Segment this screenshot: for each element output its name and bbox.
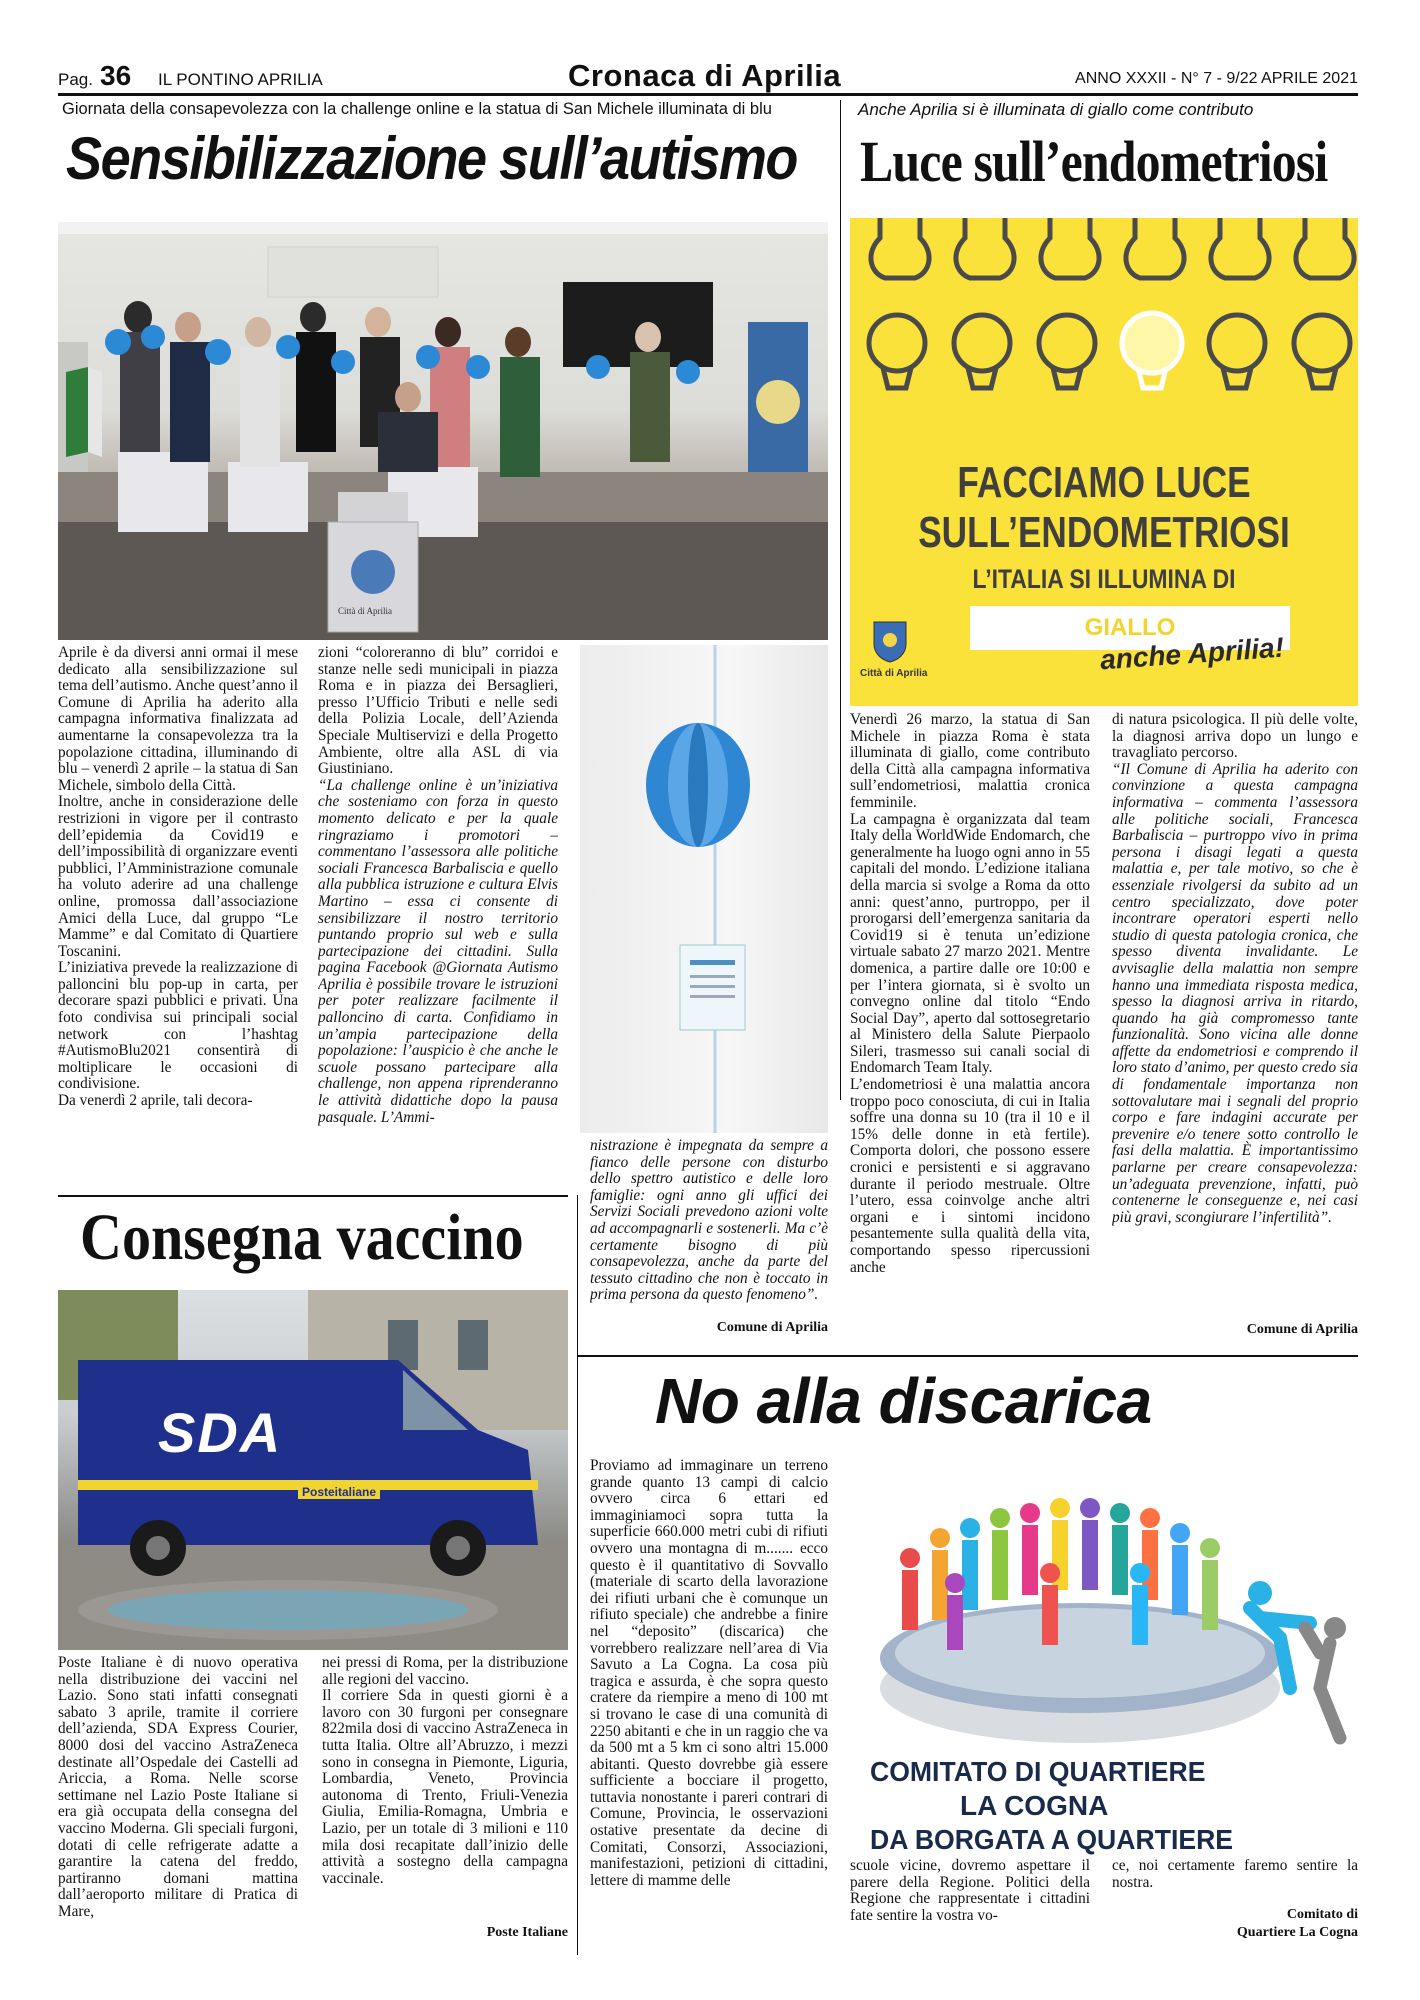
discarica-signature-2: Quartiere La Cogna — [1236, 1925, 1358, 1940]
vaccino-title: Consegna vaccino — [80, 1201, 524, 1274]
autismo-col1-p4: Da venerdì 2 aprile, tali decora- — [58, 1092, 253, 1110]
endo-col-2 — [1112, 712, 1358, 1322]
endo-col1-p2: La campagna è organizzata dal team Italy della WorldWide Endomarch, che generalmente ha luogo ogni anno in 55 capitali del mondo. L’edizione italiana della marcia si svolge a Roma da otto anni: quest’anno, purtroppo, per il prorogarsi dell’emergenza sanitaria da Covid19 si è tenuta un’edizione virtuale sabato 27 marzo 2021. Mentre domenica, a partire dalle ore 10:00 e per l’intera giornata, si è svolto un convegno online dal titolo “Endo Social Day”, aperto dal sottosegretario al Ministero della Salute Pierpaolo Sileri, trasmesso sui canali social di Endomarch Team Italy. — [850, 810, 1090, 1077]
vaccino-col2-a: nei pressi di Roma, per la distribuzione alle regioni del vaccino. — [322, 1655, 568, 1688]
discarica-col1: Proviamo ad immaginare un terreno grande quanto 13 campi di calcio ovvero circa 6 ettari ed immaginiamoci sopra tutta la superficie 660.000 metri cubi di rifiuti ovvero una montagna di m....... ecco questo è il quantitativo di Sovvallo (materiale di scarto della lavorazione dei rifiuti urbani che è comunque un rifiuto speciale) che andrebbe a finire nel “deposito” (discarica) che vorrebbero realizzare nell’area di Via Savuto a La Cogna. La cosa più tragica e assurda, è che sopra questo cratere da riempire a meno di 100 mt si trovano le case di una comunità di 2250 abitanti e che in un raggio che va da 500 mt a 5 km ci sono altri 15.000 abitanti. Questo dovrebbe già essere sufficiente a bocciare il progetto, tuttavia nonostante i pareri contrari di Comune, Provincia, le osservazioni ostative presentate da decine di Comitati, Consorzi, Associazioni, manifestazioni, petizioni di cittadini, lettere di mamme delle — [590, 1458, 828, 1889]
vaccino-col1: Poste Italiane è di nuovo operativa nella distribuzione dei vaccini nel Lazio. Sono stati infatti consegnati sabato 3 aprile, tramite il corriere dell’azienda, SDA Express Courier, 8000 dosi del vaccino AstraZeneca destinate all’Ospedale dei Castelli ad Ariccia, a Roma. Nelle scorse settimane nel Lazio Poste Italiane si era già occupata della consegna del vaccino Moderna. Gli speciali furgoni, dotati di celle refrigerate adatte a garantire la catena del freddo, partiranno domani mattina dall’aeroporto militare di Pratica di Mare, — [58, 1655, 298, 1920]
autismo-col1-p3: L’iniziativa prevede la realizzazione di palloncini blu pop-up in carta, per decorare spazi pubblici e privati. Una foto condivisa sui principali social network con l’hashtag #AutismoBlu2021 consentirà di moltiplicare le occasioni di condivisione. — [58, 959, 298, 1093]
discarica-col-3 — [1112, 1858, 1358, 1898]
balloon-photo — [580, 645, 828, 1133]
poster-line-2: SULL’ENDOMETRIOSI — [918, 508, 1290, 557]
endo-kicker: Anche Aprilia si è illuminata di giallo come contributo — [858, 100, 1254, 119]
comitato-line-2: LA COGNA — [960, 1790, 1109, 1821]
council-photo — [58, 222, 828, 640]
vaccino-top-rule — [58, 1195, 568, 1197]
poster-giallo: GIALLO — [1084, 614, 1176, 641]
autismo-col-3 — [590, 1138, 828, 1338]
discarica-col-1 — [590, 1458, 828, 1955]
header-rule — [58, 93, 1358, 96]
publication-name: IL PONTINO APRILIA — [158, 70, 323, 89]
column-divider-bottom — [577, 1195, 578, 1955]
page-prefix: Pag. — [58, 70, 93, 89]
comitato-logo — [850, 1458, 1358, 1858]
discarica-signature-1: Comitato di — [1286, 1907, 1358, 1922]
autismo-col1-p1: Aprile è da diversi anni ormai il mese dedicato alla sensibilizzazione sul tema dell’autismo. Anche quest’anno il Comune di Aprilia ha aderito alla campagna informativa finalizzata ad aumentarne la consapevolezza tra la popolazione cittadina, illuminando di blu – venerdì 2 aprile – la statua di San Michele, simbolo della Città. — [58, 645, 298, 794]
balloon-photo-drawing — [580, 645, 828, 1133]
autismo-col-1 — [58, 645, 298, 1190]
van-photo-drawing — [58, 1290, 568, 1650]
column-divider-top — [840, 100, 841, 1100]
van-partner: Posteitaliane — [298, 1485, 380, 1499]
council-photo-caption: Città di Aprilia — [338, 606, 392, 616]
autismo-col-2 — [318, 645, 558, 1190]
endo-title: Luce sull’endometriosi — [860, 129, 1328, 194]
council-photo-drawing — [58, 222, 828, 640]
endo-col-1 — [850, 712, 1090, 1340]
section-title: Cronaca di Aprilia — [568, 58, 842, 93]
endo-col1-p3: L’endometriosi è una malattia ancora troppo poco conosciuta, di cui in Italia soffre una donna su 10 (tra il 10 e il 15% delle donne in età fertile). Comporta dolori, che possono essere cronici e persistenti e si aggravano durante il periodo mestruale. Oltre l’utero, essa coinvolge anche altri organi e i sintomi incidono pesantemente sulla qualità della vita, comportando spesso ripercussioni anche — [850, 1076, 1090, 1276]
discarica-col2: scuole vicine, dovremo aspettare il parere della Regione. Politici della Regione che rappresentate i cittadini fate sentire la vostra vo- — [850, 1858, 1090, 1924]
autismo-kicker: Giornata della consapevolezza con la challenge online e la statua di San Michele illuminata di blu — [62, 100, 772, 118]
autismo-col2-plain: zioni “coloreranno di blu” corridoi e stanze nelle sedi municipali in piazza Roma e in piazza dei Bersaglieri, presso l’Ufficio Tributi e nelle sedi della Polizia Locale, dell’Azienda Speciale Multiservizi e della Progetto Ambiente, oltre alla ASL di via Giustiniano. — [318, 645, 558, 778]
autismo-col3-quote: nistrazione è impegnata da sempre a fianco delle persone con disturbo dello spettro autistico e delle loro famiglie: ogni anno gli uffici dei Servizi Sociali prevedono azioni volte ad accompagnarli e sostenerli. Ma c’è certamente bisogno di più consapevolezza, anche da parte del tessuto cittadino che non è toccato in prima persona da questo fenomeno”. — [590, 1138, 828, 1304]
discarica-col3: ce, noi certamente faremo sentire la nostra. — [1112, 1858, 1358, 1891]
vaccino-signature: Poste Italiane — [486, 1925, 568, 1940]
comitato-line-3: DA BORGATA A QUARTIERE — [870, 1824, 1234, 1855]
autismo-col1-p2: Inoltre, anche in considerazione delle restrizioni in vigore per il contrasto dell’epidemia da Covid19 e dell’impossibilità di organizzare eventi pubblici, l’Amministrazione comunale ha voluto aderire ad una challenge online, promossa dall’associazione Amici della Luce, dal gruppo “Le Mamme” e dal Comitato di Quartiere Toscanini. — [58, 793, 298, 960]
comitato-people-icon — [850, 1458, 1358, 1758]
endo-col2-plain: di natura psicologica. Il più delle volte, la diagnosi arriva dopo un lungo e travagliato percorso. — [1112, 712, 1358, 762]
aprilia-crest-icon — [870, 618, 910, 664]
discarica-top-rule — [577, 1355, 1358, 1357]
endo-signature: Comune di Aprilia — [1246, 1322, 1358, 1337]
page-number: 36 — [100, 60, 132, 91]
vaccino-col-2 — [322, 1655, 568, 1925]
van-brand: SDA — [158, 1401, 283, 1464]
vaccino-col2-b: Il corriere Sda in questi giorni è a lavoro con 30 furgoni per consegnare 822mila dosi di vaccino AstraZeneca in tutta Italia. Oltre all’Abruzzo, i mezzi sono in consegna in Piemonte, Liguria, Lombardia, Veneto, Provincia autonoma di Trento, Friuli-Venezia Giulia, Emilia-Romagna, Umbria e Lazio, per un totale di 3 milioni e 110 mila dosi recapitate dall’inizio delle attività a sostegno della campagna vaccinale. — [322, 1687, 568, 1887]
vaccino-col-1 — [58, 1655, 298, 1955]
issue-info: ANNO XXXII - N° 7 - 9/22 APRILE 2021 — [1075, 70, 1358, 87]
poster-aprilia: anche Aprilia! — [1099, 631, 1285, 676]
autismo-title: Sensibilizzazione sull’autismo — [66, 125, 797, 192]
bulb-row-2 — [869, 315, 1350, 388]
poster-line-3: L’ITALIA SI ILLUMINA DI — [972, 564, 1236, 594]
endo-col2-quote: “Il Comune di Aprilia ha aderito con convinzione a questa campagna informativa – commenta l’assessora alle politiche sociali, Francesca Barbaliscia – purtroppo vivo in prima persona i disagi legati a questa malattia e, per tale motivo, so che è essenziale rivolgersi da subito ad un centro specializzato, dove poter incontrare operatori esperti nello studio di questa patologia cronica, che spesso diventa invalidante. Le avvisaglie della malattia non sempre hanno una immediata risposta medica, spesso la diagnosi arriva in ritardo, quando ha già compromesso tante funzionalità. Sono vicina alle donne affette da endometriosi e comprendo il loro stato d’animo, per questo credo sia di fondamentale importanza non sottovalutare mai i segnali del proprio corpo e fare indagini accurate per prevenire e/o tenere sotto controllo le fasi della malattia. È importantissimo parlarne per creare consapevolezza: un’adeguata prevenzione, infatti, può contenerne le conseguenze e, nei casi più gravi, scongiurare l’infertilità”. — [1112, 760, 1358, 1226]
van-photo — [58, 1290, 568, 1650]
poster-logo-label: Città di Aprilia — [860, 668, 928, 679]
discarica-col-2 — [850, 1858, 1090, 1948]
page-header — [58, 58, 1358, 92]
discarica-title: No alla discarica — [655, 1365, 1152, 1437]
poster-line-1: FACCIAMO LUCE — [957, 458, 1251, 507]
endo-col1-p1: Venerdì 26 marzo, la statua di San Michele in piazza Roma è stata illuminata di giallo, come contributo della Città alla campagna informativa sull’endometriosi, malattia cronica femminile. — [850, 712, 1090, 811]
endo-poster — [850, 218, 1358, 706]
comitato-line-1: COMITATO DI QUARTIERE — [870, 1756, 1206, 1787]
autismo-signature: Comune di Aprilia — [716, 1320, 828, 1335]
autismo-col2-quote: “La challenge online è un’iniziativa che sosteniamo con forza in questo momento delicato e per la quale ringraziamo i promotori – commentano l’assessora alle politiche sociali Francesca Barbaliscia e quello alla pubblica istruzione e cultura Elvis Martino – essa ci consente di sensibilizzare il nostro territorio puntando proprio sul web e sulla partecipazione dei cittadini. Sulla pagina Facebook @Giornata Autismo Aprilia è possibile trovare le istruzioni per poter realizzare facilmente il palloncino di carta. Confidiamo in un’ampia partecipazione della popolazione: l’auspicio è che anche le scuole possano partecipare alla challenge, non appena riprenderanno le attività didattiche dopo la pausa pasquale. L’Ammi- — [318, 776, 558, 1126]
bulb-row-1 — [871, 218, 1354, 278]
